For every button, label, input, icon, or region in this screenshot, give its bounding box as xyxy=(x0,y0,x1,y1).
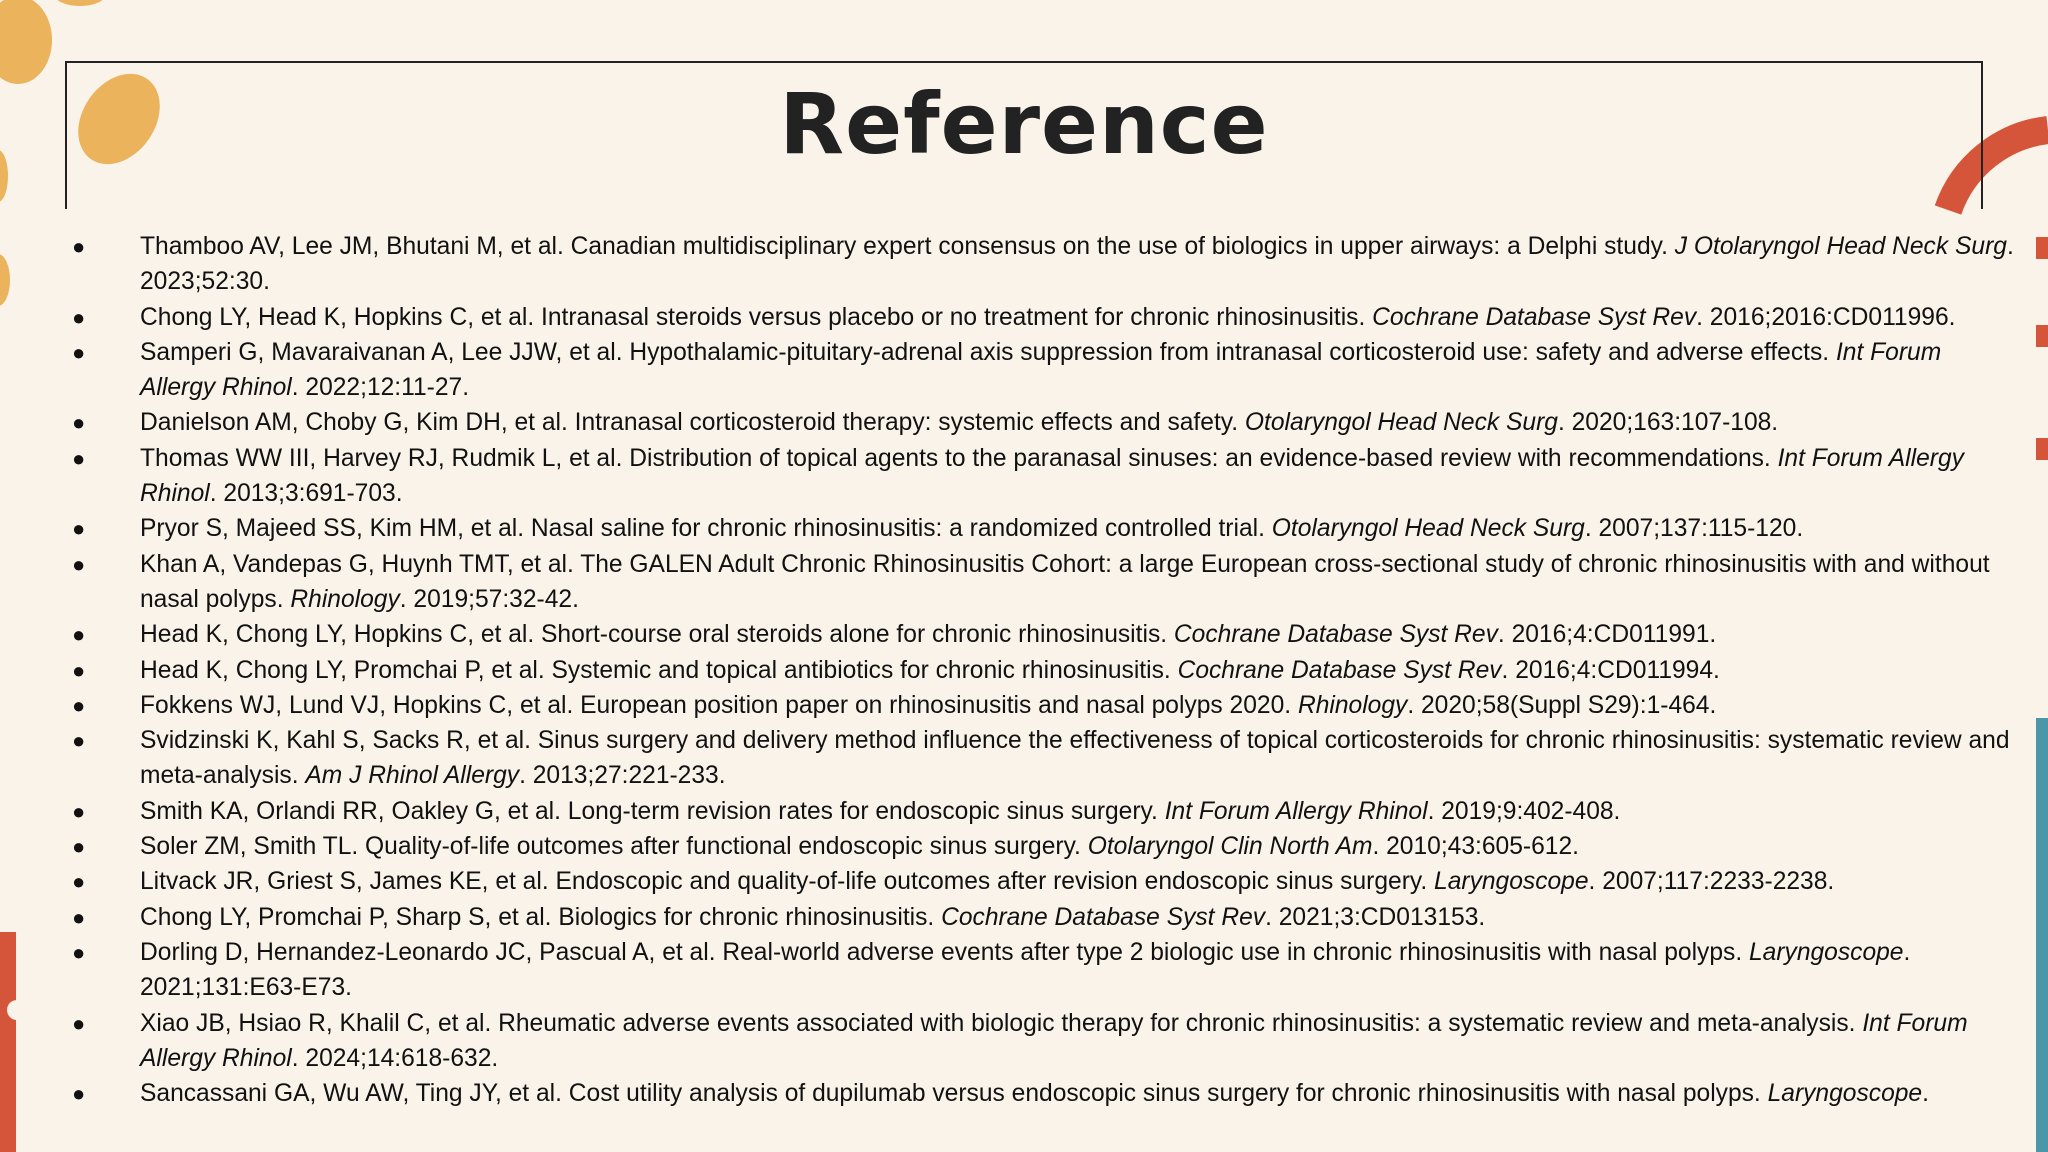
reference-authors-title: Danielson AM, Choby G, Kim DH, et al. Intranasal corticosteroid therapy: systemic effects and safety. xyxy=(140,409,1245,437)
reference-authors-title: Chong LY, Promchai P, Sharp S, et al. Biologics for chronic rhinosinusitis. xyxy=(140,903,942,931)
reference-list xyxy=(72,229,2020,1111)
red-dash-2 xyxy=(2036,325,2048,347)
reference-item xyxy=(72,864,2020,899)
reference-journal: Cochrane Database Syst Rev xyxy=(1372,303,1697,331)
teal-bar xyxy=(2036,718,2048,1152)
reference-authors-title: Head K, Chong LY, Promchai P, et al. Systemic and topical antibiotics for chronic rhinosinusitis. xyxy=(140,656,1178,684)
reference-item xyxy=(72,405,2020,440)
reference-authors-title: Dorling D, Hernandez-Leonardo JC, Pascual A, et al. Real-world adverse events after type 2 biologic use in chronic rhinosinusitis with nasal polyps. xyxy=(140,938,1749,966)
reference-details: . 2013;3:691-703. xyxy=(209,480,403,508)
reference-item xyxy=(72,794,2020,829)
reference-item xyxy=(72,900,2020,935)
orange-blob-top-edge xyxy=(54,0,106,6)
reference-details: . xyxy=(1922,1080,1929,1108)
bullet: ● xyxy=(72,728,86,754)
reference-item xyxy=(72,229,2020,300)
reference-authors-title: Thamboo AV, Lee JM, Bhutani M, et al. Canadian multidisciplinary expert consensus on the use of biologics in upper airways: a Delphi study. xyxy=(140,233,1675,260)
reference-details: . 2010;43:605-612. xyxy=(1372,833,1579,861)
reference-authors-title: Thomas WW III, Harvey RJ, Rudmik L, et al. Distribution of topical agents to the paranasal sinuses: an evidence-based review with recommendations. xyxy=(140,444,1778,472)
reference-journal: Int Forum Allergy Rhinol xyxy=(140,444,1964,508)
page-title: Reference xyxy=(779,75,1269,173)
reference-journal: Rhinology xyxy=(290,585,400,613)
orange-blob-top-left xyxy=(0,0,52,84)
reference-details: . 2023;52:30. xyxy=(140,233,2014,296)
bullet: ● xyxy=(72,445,86,471)
reference-journal: Rhinology xyxy=(1297,691,1408,719)
reference-authors-title: Sancassani GA, Wu AW, Ting JY, et al. Cost utility analysis of dupilumab versus endoscopic sinus surgery for chronic rhinosinusitis with nasal polyps. xyxy=(140,1080,1768,1108)
bullet: ● xyxy=(72,1010,86,1036)
reference-details: . 2020;163:107-108. xyxy=(1557,409,1779,437)
reference-authors-title: Chong LY, Head K, Hopkins C, et al. Intranasal steroids versus placebo or no treatment for chronic rhinosinusitis. xyxy=(140,303,1373,331)
reference-journal: Otolaryngol Clin North Am xyxy=(1087,833,1373,861)
bullet: ● xyxy=(72,798,86,824)
reference-journal: Cochrane Database Syst Rev xyxy=(941,903,1266,931)
reference-details: . 2021;3:CD013153. xyxy=(1265,903,1486,931)
bullet: ● xyxy=(72,869,86,895)
reference-authors-title: Pryor S, Majeed SS, Kim HM, et al. Nasal saline for chronic rhinosinusitis: a randomized controlled trial. xyxy=(140,515,1272,543)
reference-details: . 2021;131:E63-E73. xyxy=(140,938,1911,1002)
reference-item xyxy=(72,335,2020,406)
reference-item xyxy=(72,688,2020,723)
bullet: ● xyxy=(72,410,86,436)
reference-item xyxy=(72,829,2020,864)
reference-details: . 2016;4:CD011994. xyxy=(1501,656,1720,684)
bullet: ● xyxy=(72,304,86,330)
reference-details: . 2022;12:11-27. xyxy=(291,374,470,402)
reference-authors-title: Khan A, Vandepas G, Huynh TMT, et al. The GALEN Adult Chronic Rhinosinusitis Cohort: a large European cross-sectional study of chronic rhinosinusitis with and without nasal polyps. xyxy=(140,550,1990,613)
red-bar-bottom-left xyxy=(0,932,16,1152)
reference-details: . 2013;27:221-233. xyxy=(519,762,726,790)
bullet: ● xyxy=(72,657,86,683)
reference-item xyxy=(72,653,2020,688)
orange-blob-edge-2 xyxy=(0,254,10,306)
bullet: ● xyxy=(72,939,86,965)
red-dash-1 xyxy=(2036,237,2048,259)
reference-item xyxy=(72,1006,2020,1077)
reference-authors-title: Xiao JB, Hsiao R, Khalil C, et al. Rheumatic adverse events associated with biologic therapy for chronic rhinosinusitis: a systematic review and meta-analysis. xyxy=(140,1009,1863,1037)
reference-authors-title: Svidzinski K, Kahl S, Sacks R, et al. Sinus surgery and delivery method influence the effectiveness of topical corticosteroids for chronic rhinosinusitis: systematic review and meta-analysis. xyxy=(140,727,2010,790)
reference-authors-title: Soler ZM, Smith TL. Quality-of-life outcomes after functional endoscopic sinus surgery. xyxy=(140,833,1088,861)
reference-journal: Int Forum Allergy Rhinol xyxy=(140,1009,1968,1072)
reference-item xyxy=(72,935,2020,1006)
reference-item xyxy=(72,617,2020,652)
reference-journal: Int Forum Allergy Rhinol xyxy=(1164,797,1428,825)
reference-details: . 2019;9:402-408. xyxy=(1427,797,1621,825)
reference-item xyxy=(72,547,2020,618)
reference-authors-title: Fokkens WJ, Lund VJ, Hopkins C, et al. European position paper on rhinosinusitis and nasal polyps 2020. xyxy=(140,691,1298,719)
reference-details: . 2016;4:CD011991. xyxy=(1497,621,1717,649)
reference-authors-title: Samperi G, Mavaraivanan A, Lee JJW, et al. Hypothalamic-pituitary-adrenal axis suppression from intranasal corticosteroid use: safety and adverse effects. xyxy=(140,338,1836,366)
reference-journal: Laryngoscope xyxy=(1748,938,1904,966)
bullet: ● xyxy=(72,516,86,542)
reference-journal: Laryngoscope xyxy=(1434,868,1589,896)
reference-journal: Am J Rhinol Allergy xyxy=(305,762,520,790)
red-notch xyxy=(7,1000,27,1020)
reference-details: . 2020;58(Suppl S29):1-464. xyxy=(1407,691,1717,719)
reference-authors-title: Litvack JR, Griest S, James KE, et al. Endoscopic and quality-of-life outcomes after revision endoscopic sinus surgery. xyxy=(140,868,1435,896)
reference-authors-title: Head K, Chong LY, Hopkins C, et al. Short-course oral steroids alone for chronic rhinosinusitis. xyxy=(140,621,1174,649)
reference-item xyxy=(72,511,2020,546)
reference-details: . 2007;117:2233-2238. xyxy=(1588,868,1835,896)
bullet: ● xyxy=(72,904,86,930)
reference-item xyxy=(72,300,2020,335)
bullet: ● xyxy=(72,234,86,259)
reference-details: . 2016;2016:CD011996. xyxy=(1696,303,1956,331)
reference-details: . 2019;57:32-42. xyxy=(399,585,579,613)
reference-journal: Otolaryngol Head Neck Surg xyxy=(1271,515,1585,543)
bullet: ● xyxy=(72,339,86,365)
reference-journal: Cochrane Database Syst Rev xyxy=(1177,656,1502,684)
bullet: ● xyxy=(72,834,86,860)
reference-journal: Otolaryngol Head Neck Surg xyxy=(1244,409,1558,437)
reference-details: . 2007;137:115-120. xyxy=(1584,515,1804,543)
bullet: ● xyxy=(72,622,86,648)
reference-journal: Int Forum Allergy Rhinol xyxy=(140,338,1942,402)
bullet: ● xyxy=(72,692,86,718)
reference-item xyxy=(72,441,2020,512)
reference-journal: Laryngoscope xyxy=(1767,1080,1923,1108)
reference-journal: J Otolaryngol Head Neck Surg xyxy=(1674,233,2007,260)
bullet: ● xyxy=(72,551,86,577)
reference-item xyxy=(72,723,2020,794)
reference-details: . 2024;14:618-632. xyxy=(291,1044,499,1072)
reference-journal: Cochrane Database Syst Rev xyxy=(1173,621,1498,649)
red-dash-3 xyxy=(2036,438,2048,460)
reference-item xyxy=(72,1076,2020,1111)
reference-authors-title: Smith KA, Orlandi RR, Oakley G, et al. Long-term revision rates for endoscopic sinus surgery. xyxy=(140,797,1165,825)
bullet: ● xyxy=(72,1081,86,1107)
